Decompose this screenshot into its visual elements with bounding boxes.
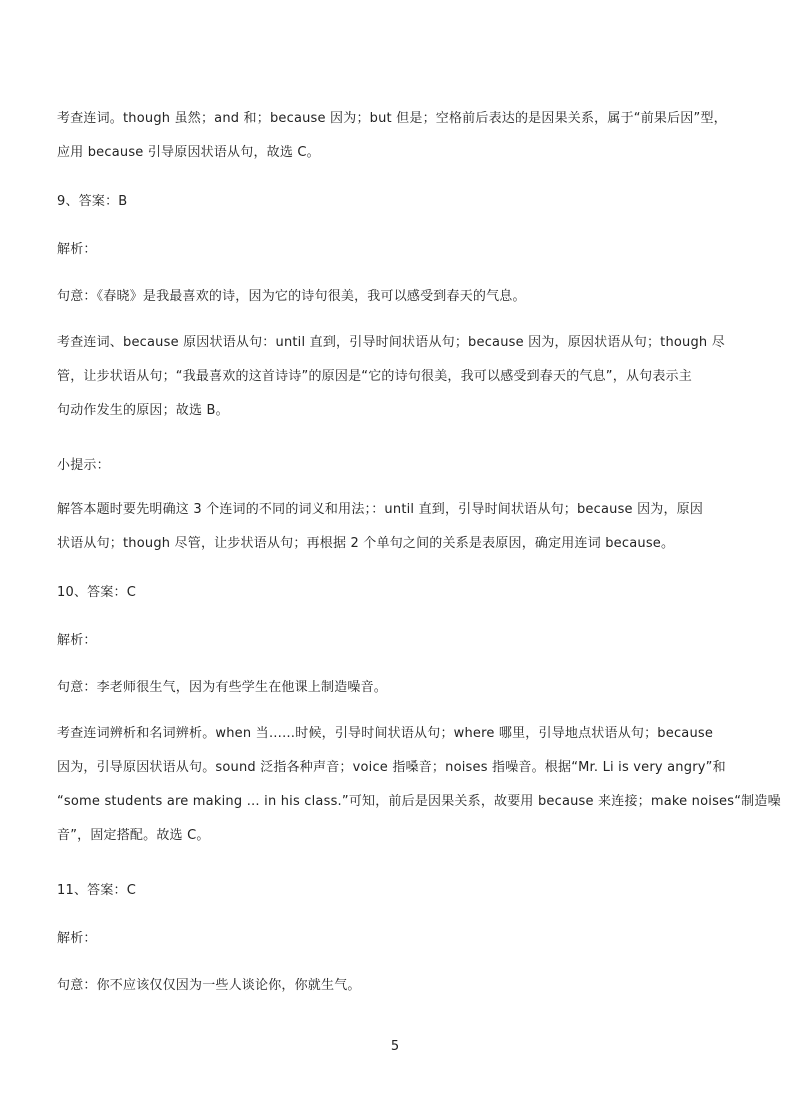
text-line: 状语从句；though 尽管，让步状语从句；再根据 2 个单句之间的关系是表原因，确定用连词 because。 <box>57 536 675 551</box>
text-line: 句动作发生的原因；故选 B。 <box>57 403 229 418</box>
text-line: 考查连词辨析和名词辨析。when 当……时候，引导时间状语从句；where 哪里，引导地点状语从句；because <box>57 726 714 741</box>
page-number: 5 <box>390 1039 400 1054</box>
text-line: 应用 because 引导原因状语从句，故选 C。 <box>57 145 320 160</box>
sentence-meaning-q11: 句意：你不应该仅仅因为一些人谈论你，你就生气。 <box>57 978 361 993</box>
explanation-paragraph-q9 <box>57 326 729 428</box>
explanation-paragraph-q10 <box>57 717 781 853</box>
sentence-meaning-q10: 句意：李老师很生气，因为有些学生在他课上制造噪音。 <box>57 680 388 695</box>
analysis-label-q10: 解析： <box>57 633 97 648</box>
answer-line-q10: 10、答案：C <box>57 585 137 600</box>
answer-line-q11: 11、答案：C <box>57 883 137 898</box>
tip-label-q9: 小提示： <box>57 458 110 473</box>
text-line: 考查连词、because 原因状语从句：until 直到，引导时间状语从句；because 因为，原因状语从句；though 尽 <box>57 335 725 350</box>
analysis-label-q11: 解析： <box>57 931 97 946</box>
tip-paragraph-q9 <box>57 493 729 561</box>
answer-line-q9: 9、答案：B <box>57 194 128 209</box>
sentence-meaning-q9: 句意：《春晓》是我最喜欢的诗，因为它的诗句很美，我可以感受到春天的气息。 <box>57 289 526 304</box>
text-line: “some students are making … in his class.”可知，前后是因果关系，故要用 because 来连接；make noises“制造噪 <box>57 794 781 809</box>
text-line: 考查连词。though 虽然；and 和；because 因为；but 但是；空格前后表达的是因果关系，属于“前果后因”型， <box>57 111 727 126</box>
explanation-paragraph-q8 <box>57 102 729 170</box>
text-line: 解答本题时要先明确这 3 个连词的不同的词义和用法；：until 直到，引导时间状语从句；because 因为，原因 <box>57 502 704 517</box>
text-line: 音”，固定搭配。故选 C。 <box>57 828 210 843</box>
text-line: 管，让步状语从句；“我最喜欢的这首诗诗”的原因是“它的诗句很美，我可以感受到春天的气息”，从句表示主 <box>57 369 692 384</box>
analysis-label-q9: 解析： <box>57 242 97 257</box>
text-line: 因为，引导原因状语从句。sound 泛指各种声音；voice 指嗓音；noises 指噪音。根据“Mr. Li is very angry”和 <box>57 760 726 775</box>
